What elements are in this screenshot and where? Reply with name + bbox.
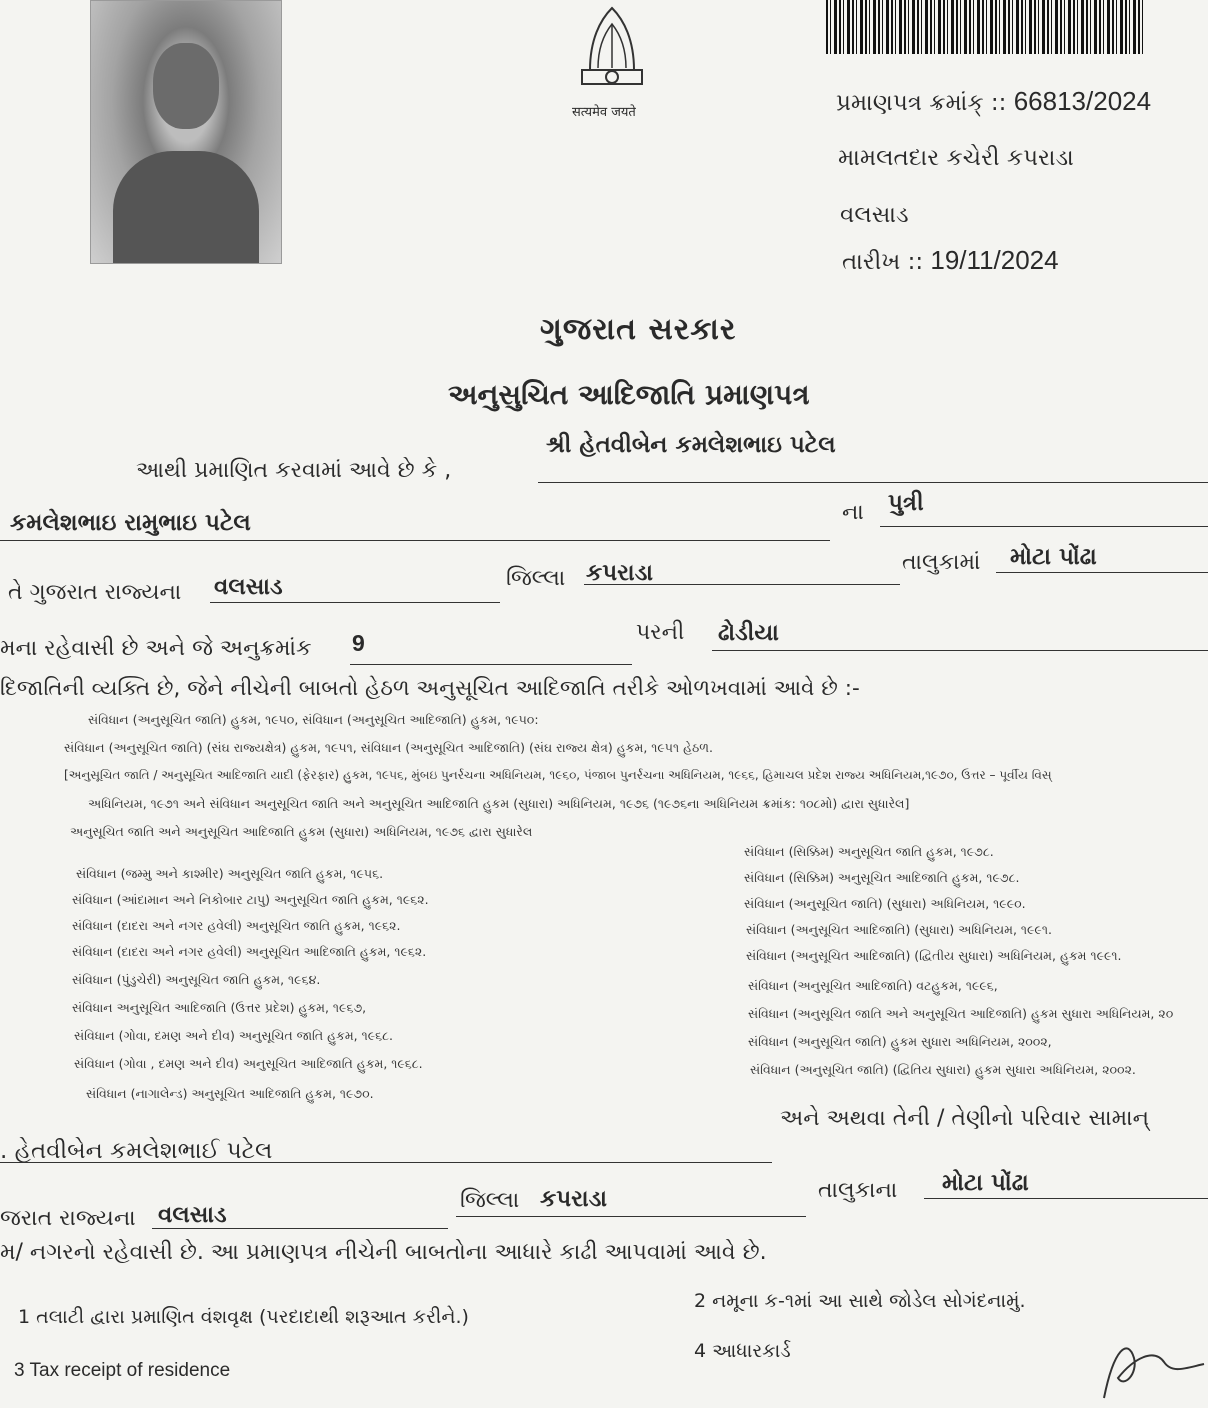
order-left: સંવિધાન અનુસૂચિત આદિજાતિ (ઉત્તર પ્રદેશ) હુકમ, ૧૯૬૭, — [72, 1000, 367, 1015]
identified-statement: દિજાતિની વ્યક્તિ છે, જેને નીચેની બાબતો હેઠળ અનુસૂચિત આદિજાતિ તરીકે ઓળખવામાં આવે છે :- — [0, 676, 860, 701]
district-underline — [210, 602, 500, 603]
family-jilla: કપરાડા — [540, 1186, 607, 1212]
family-statement: અને અથવા તેની / તેણીનો પરિવાર સામાન્ — [780, 1106, 1149, 1131]
family-taluka: મોટા પોંઢા — [942, 1170, 1029, 1196]
of-label: ના — [842, 500, 864, 525]
tribe-underline — [712, 650, 1208, 651]
family-district-underline — [152, 1228, 448, 1229]
document-item: 3 Tax receipt of residence — [14, 1360, 231, 1381]
order-left: સંવિધાન (નાગાલેન્ડ) અનુસૂચિત આદિજાતિ હુકમ, ૧૯૭૦. — [86, 1086, 374, 1101]
serial-number: 9 — [352, 630, 365, 656]
order-right: સંવિધાન (અનુસૂચિત જાતિ અને અનુસૂચિત આદિજાતિ) હુકમ સુધારા અધિનિયમ, ૨૦ — [748, 1006, 1174, 1021]
applicant-photo — [90, 0, 282, 264]
certificate-title: અનુસુચિત આદિજાતિ પ્રમાણપત્ર — [448, 378, 810, 411]
office-district: વલસાડ — [840, 202, 909, 228]
certify-intro: આથી પ્રમાણિત કરવામાં આવે છે કે , — [136, 458, 452, 483]
order-right: સંવિધાન (અનુસૂચિત જાતિ) (દ્વિતિય સુધારા) હુકમ સુધારા અધિનિયમ, ૨૦૦૨. — [750, 1062, 1136, 1077]
father-underline — [0, 540, 830, 541]
order-line: સંવિધાન (અનુસૂચિત જાતિ) (સંઘ રાજ્યક્ષેત્ર) હુકમ, ૧૯૫૧, સંવિધાન (અનુસૂચિત આદિજાતિ) (સંઘ રાજ્ય ક્ષેત્ર) હુકમ, ૧૯૫૧ હેઠળ. — [64, 740, 713, 755]
emblem-motto: सत्यमेव जयते — [572, 105, 636, 120]
residence-district: વલસાડ — [214, 574, 283, 600]
family-jilla-underline — [456, 1216, 806, 1217]
taluka-value: મોટા પોંઢા — [1010, 544, 1097, 570]
order-line: સંવિધાન (અનુસૂચિત જાતિ) હુકમ, ૧૯૫૦, સંવિધાન (અનુસૂચિત આદિજાતિ) હુકમ, ૧૯૫૦: — [88, 712, 539, 727]
document-item: 4 આધારકાર્ડ — [694, 1340, 791, 1362]
order-line: અધિનિયમ, ૧૯૭૧ અને સંવિધાન અનુસૂચિત જાતિ અને અનુસૂચિત આદિજાતિ હુકમ (સુધારા) અધિનિયમ, ૧૯૭૬ (૧૯૭૬ના અધિનિયમ ક્રમાંક: ૧૦૮મો) દ્વારા સુધારેલ] — [88, 796, 910, 811]
order-left: સંવિધાન (જમ્મુ અને કાશ્મીર) અનુસૂચિત જાતિ હુકમ, ૧૯૫૬. — [76, 866, 384, 881]
taluka-label: તાલુકામાં — [902, 550, 981, 575]
jilla-value: કપરાડા — [586, 560, 653, 586]
order-right: સંવિધાન (અનુસૂચિત આદિજાતિ) વટહુકમ, ૧૯૯૬, — [748, 978, 998, 993]
order-left: સંવિધાન (આંદામાન અને નિકોબાર ટાપુ) અનુસૂચિત જાતિ હુકમ, ૧૯૬૨. — [72, 892, 429, 907]
relation-underline — [880, 526, 1208, 527]
office-name: મામલતદાર કચેરી કપરાડા — [838, 145, 1074, 171]
serial-underline — [350, 664, 632, 665]
date-row — [842, 245, 1059, 276]
family-name-underline — [0, 1162, 772, 1163]
signature-mark — [1094, 1318, 1208, 1408]
govt-title: ગુજરાત સરકાર — [540, 312, 737, 347]
photo-face — [153, 43, 219, 129]
document-item: 1 તલાટી દ્વારા પ્રમાણિત વંશવૃક્ષ (પરદાદાથી શરૂઆત કરીને.) — [18, 1306, 469, 1328]
order-line: [અનુસૂચિત જાતિ / અનુસૂચિત આદિજાતિ યાદી (ફેરફાર) હુકમ, ૧૯૫૬, મુંબઇ પુનર્રચના અધિનિયમ, ૧૯૬૦, પંજાબ પુનર્રચના અધિનિયમ, ૧૯૬૬, હિમાચલ પ્રદેશ રાજ્ય અધિનિયમ,૧૯૭૦, ઉત્તર – પૂર્વીય વિસ્ — [64, 768, 1052, 782]
order-right: સંવિધાન (અનુસૂચિત જાતિ) (સુધારા) અધિનિયમ, ૧૯૯૦. — [744, 896, 1026, 911]
family-jilla-label: જિલ્લા — [460, 1188, 520, 1213]
order-line: અનુસૂચિત જાતિ અને અનુસૂચિત આદિજાતિ હુકમ (સુધારા) અધિનિયમ, ૧૯૭૬ દ્વારા સુધારેલ — [70, 824, 533, 839]
family-state-prefix: જરાત રાજ્યના — [0, 1206, 136, 1231]
family-taluka-label: તાલુકાના — [818, 1178, 898, 1203]
family-name: . હેતવીબેન કમલેશભાઈ પટેલ — [0, 1138, 273, 1164]
jilla-label: જિલ્લા — [506, 566, 566, 591]
order-left: સંવિધાન (ગોવા, દમણ અને દીવ) અનુસૂચિત જાતિ હુકમ, ૧૯૬૮. — [74, 1028, 393, 1043]
family-district: વલસાડ — [158, 1202, 227, 1228]
state-prefix: તે ગુજરાત રાજ્યના — [8, 580, 182, 605]
national-emblem-icon — [562, 0, 662, 100]
order-left: સંવિધાન (પુંડુચેરી) અનુસૂચિત જાતિ હુકમ, ૧૯૬૪. — [72, 972, 321, 987]
order-right: સંવિધાન (અનુસૂચિત આદિજાતિ) (સુધારા) અધિનિયમ, ૧૯૯૧. — [746, 922, 1052, 937]
jilla-underline — [584, 584, 900, 585]
cert-number-row — [836, 86, 1151, 117]
order-right: સંવિધાન (અનુસૂચિત આદિજાતિ) (દ્વિતીય સુધારા) અધિનિયમ, હુકમ ૧૯૯૧. — [746, 948, 1122, 963]
order-right: સંવિધાન (સિક્કિમ) અનુસૂચિત આદિજાતિ હુકમ, ૧૯૭૮. — [744, 870, 1020, 885]
barcode — [826, 0, 1144, 54]
taluka-underline — [996, 572, 1208, 573]
order-right: સંવિધાન (સિક્કિમ) અનુસૂચિત જાતિ હુકમ, ૧૯૭૮. — [744, 844, 994, 859]
applicant-name: શ્રી હેતવીબેન કમલેશભાઇ પટેલ — [546, 432, 836, 458]
basis-statement: મ/ નગરનો રહેવાસી છે. આ પ્રમાણપત્ર નીચેની બાબતોના આધારે કાઢી આપવામાં આવે છે. — [0, 1240, 767, 1265]
order-right: સંવિધાન (અનુસૂચિત જાતિ) હુકમ સુધારા અધિનિયમ, ૨૦૦૨, — [748, 1034, 1052, 1049]
document-item: 2 નમૂના ક-૧માં આ સાથે જોડેલ સોગંદનામું. — [694, 1290, 1026, 1312]
order-left: સંવિધાન (દાદરા અને નગર હવેલી) અનુસૂચિત જાતિ હુકમ, ૧૯૬૨. — [72, 918, 401, 933]
par-label: પરની — [636, 620, 685, 645]
order-left: સંવિધાન (ગોવા , દમણ અને દીવ) અનુસૂચિત આદિજાતિ હુકમ, ૧૯૬૮. — [74, 1056, 423, 1071]
cert-number-label: પ્રમાણપત્ર ક્રમાંક્ :: — [836, 90, 1007, 116]
father-name: કમલેશભાઇ રામુભાઇ પટેલ — [10, 510, 251, 536]
issue-date: 19/11/2024 — [930, 245, 1059, 275]
tribe-name: ઢોડીયા — [718, 620, 779, 646]
order-left: સંવિધાન (દાદરા અને નગર હવેલી) અનુસૂચિત આદિજાતિ હુકમ, ૧૯૬૨. — [72, 944, 427, 959]
resident-prefix: મના રહેવાસી છે અને જે અનુક્રમાંક — [0, 636, 312, 661]
name-underline — [538, 482, 1208, 483]
relation: પુત્રી — [888, 490, 924, 516]
date-label: તારીખ :: — [842, 249, 924, 275]
cert-number: 66813/2024 — [1013, 86, 1152, 116]
photo-body — [113, 151, 259, 263]
family-taluka-underline — [924, 1198, 1208, 1199]
